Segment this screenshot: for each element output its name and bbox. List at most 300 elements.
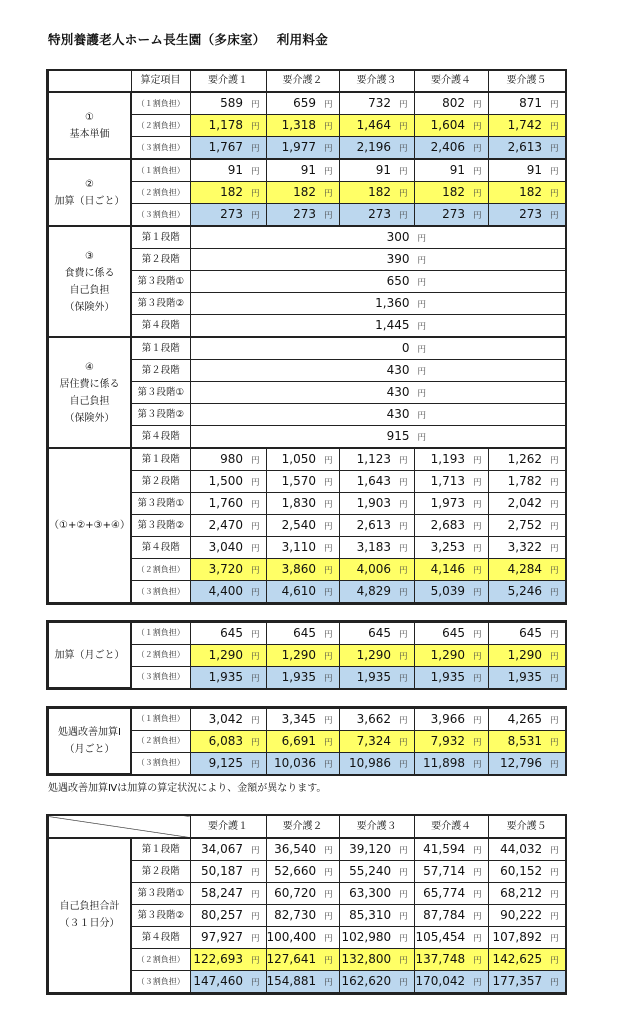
section-label-line: 自己負担	[69, 284, 110, 296]
yen-unit: 円	[472, 456, 482, 467]
yen-unit: 円	[398, 189, 408, 200]
fee-cell	[339, 949, 414, 971]
yen-unit: 円	[472, 100, 482, 111]
item-label: 第３段階②	[131, 515, 190, 537]
fee-cell	[488, 515, 565, 537]
fee-cell	[414, 471, 488, 493]
fee-cell	[339, 971, 414, 993]
fee-cell	[414, 666, 488, 688]
yen-unit: 円	[323, 715, 333, 726]
item-label: （２割負担）	[131, 730, 190, 752]
fee-value: 6,691	[281, 733, 316, 748]
yen-unit: 円	[250, 846, 260, 857]
fee-cell	[488, 448, 565, 471]
fee-cell	[339, 471, 414, 493]
yen-unit: 円	[473, 978, 482, 989]
yen-unit: 円	[472, 167, 482, 178]
yen-unit: 円	[417, 322, 427, 333]
fee-cell	[339, 905, 414, 927]
fee-cell	[190, 515, 266, 537]
fee-value: 650	[386, 274, 410, 289]
fee-value: 3,720	[208, 562, 243, 577]
fee-value: 82,730	[274, 908, 317, 923]
fee-cell	[190, 426, 565, 449]
section-label	[48, 226, 131, 337]
yen-unit: 円	[550, 890, 559, 901]
fee-value: 68,212	[500, 886, 543, 901]
yen-unit: 円	[250, 122, 260, 133]
fee-value: 2,042	[507, 496, 542, 511]
fee-cell	[190, 159, 266, 182]
yen-unit: 円	[323, 588, 333, 599]
header-level: 要介護１	[190, 816, 266, 839]
fee-cell	[266, 448, 339, 471]
main-fee-table	[47, 70, 566, 604]
fee-cell	[190, 315, 565, 338]
yen-unit: 円	[250, 890, 260, 901]
fee-cell	[339, 537, 414, 559]
item-label: 第４段階	[131, 927, 190, 949]
fee-value: 2,406	[430, 140, 465, 155]
header-level: 要介護２	[266, 71, 339, 93]
item-label: （３割負担）	[131, 204, 190, 227]
section-label-line: （保険外）	[64, 301, 115, 313]
fee-value: 3,662	[356, 711, 391, 726]
fee-value: 1,570	[281, 474, 316, 489]
fee-cell	[190, 838, 266, 861]
fee-cell	[266, 708, 339, 730]
header-level: 要介護４	[414, 816, 488, 839]
fee-value: 162,620	[341, 974, 392, 989]
fee-cell	[339, 752, 414, 774]
item-label: 第４段階	[131, 426, 190, 449]
fee-value: 85,310	[349, 908, 392, 923]
fee-cell	[266, 92, 339, 115]
item-label: 第２段階	[131, 360, 190, 382]
yen-unit: 円	[473, 912, 482, 923]
yen-unit: 円	[472, 629, 482, 640]
fee-cell	[266, 622, 339, 644]
yen-unit: 円	[398, 211, 408, 222]
fee-value: 55,240	[349, 864, 392, 879]
table-row	[48, 708, 565, 730]
yen-unit: 円	[399, 890, 408, 901]
fee-value: 645	[368, 625, 391, 640]
fee-cell	[266, 927, 339, 949]
yen-unit: 円	[250, 478, 260, 489]
fee-value: 1,935	[430, 669, 465, 684]
fee-value: 2,752	[507, 518, 542, 533]
fee-value: 60,720	[274, 886, 317, 901]
fee-cell	[190, 861, 266, 883]
fee-cell	[488, 927, 565, 949]
fee-cell	[414, 927, 488, 949]
fee-value: 105,454	[415, 930, 466, 945]
fee-cell	[266, 666, 339, 688]
yen-unit: 円	[549, 544, 559, 555]
header-row	[48, 816, 565, 839]
section-label-line: ①	[85, 111, 94, 123]
fee-value: 1,318	[281, 118, 316, 133]
fee-value: 4,265	[507, 711, 542, 726]
yen-unit: 円	[549, 500, 559, 511]
yen-unit: 円	[417, 389, 427, 400]
item-label: 第１段階	[131, 838, 190, 861]
fee-cell	[488, 182, 565, 204]
fee-cell	[339, 515, 414, 537]
section-label-line: 基本単価	[69, 128, 110, 140]
fee-cell	[488, 883, 565, 905]
fee-cell	[190, 115, 266, 137]
fee-value: 273	[442, 207, 465, 222]
section-label-line: 居住費に係る	[59, 378, 120, 390]
yen-unit: 円	[324, 956, 333, 967]
fee-cell	[190, 927, 266, 949]
yen-unit: 円	[472, 673, 482, 684]
item-label: （１割負担）	[131, 622, 190, 644]
item-label: 第１段階	[131, 337, 190, 360]
fee-value: 3,253	[430, 540, 465, 555]
section-label-line: （保険外）	[64, 412, 115, 424]
fee-value: 3,042	[208, 711, 243, 726]
fee-value: 60,152	[500, 864, 543, 879]
table-row	[48, 838, 565, 861]
yen-unit: 円	[398, 651, 408, 662]
item-label: （２割負担）	[131, 644, 190, 666]
fee-cell	[190, 249, 565, 271]
yen-unit: 円	[472, 189, 482, 200]
fee-value: 802	[442, 96, 465, 111]
item-label: 第３段階②	[131, 404, 190, 426]
yen-unit: 円	[398, 100, 408, 111]
monthly-add-table	[47, 621, 566, 689]
fee-value: 63,300	[349, 886, 392, 901]
fee-value: 645	[519, 625, 542, 640]
table-row	[48, 337, 565, 360]
fee-cell	[266, 515, 339, 537]
yen-unit: 円	[417, 411, 427, 422]
fee-value: 1,643	[356, 474, 391, 489]
fee-cell	[339, 182, 414, 204]
yen-unit: 円	[472, 211, 482, 222]
yen-unit: 円	[323, 566, 333, 577]
fee-cell	[190, 404, 565, 426]
fee-value: 871	[519, 96, 542, 111]
fee-value: 1,290	[356, 647, 391, 662]
fee-value: 137,748	[415, 952, 466, 967]
fee-cell	[339, 493, 414, 515]
fee-cell	[488, 861, 565, 883]
fee-cell	[266, 581, 339, 603]
fee-value: 1,760	[208, 496, 243, 511]
item-label: （１割負担）	[131, 708, 190, 730]
fee-value: 300	[386, 230, 410, 245]
yen-unit: 円	[549, 673, 559, 684]
item-label: 第３段階②	[131, 293, 190, 315]
treatment-add-table	[47, 707, 566, 775]
yen-unit: 円	[398, 522, 408, 533]
fee-value: 91	[449, 163, 465, 178]
yen-unit: 円	[472, 759, 482, 770]
yen-unit: 円	[398, 167, 408, 178]
yen-unit: 円	[473, 956, 482, 967]
yen-unit: 円	[549, 167, 559, 178]
fee-cell	[414, 182, 488, 204]
fee-cell	[414, 92, 488, 115]
fee-value: 3,966	[430, 711, 465, 726]
fee-value: 44,032	[500, 842, 543, 857]
fee-value: 7,932	[430, 733, 465, 748]
header-item-col: 算定項目	[131, 71, 190, 93]
fee-cell	[414, 861, 488, 883]
yen-unit: 円	[323, 500, 333, 511]
section-label-line: 自己負担合計	[59, 901, 120, 913]
section-label	[48, 708, 131, 774]
fee-cell	[266, 971, 339, 993]
section-label	[48, 337, 131, 448]
fee-cell	[414, 493, 488, 515]
fee-value: 91	[375, 163, 391, 178]
yen-unit: 円	[472, 144, 482, 155]
yen-unit: 円	[472, 122, 482, 133]
fee-cell	[414, 971, 488, 993]
yen-unit: 円	[549, 144, 559, 155]
fee-cell	[190, 949, 266, 971]
monthly-total-table	[47, 815, 566, 994]
section-label	[48, 622, 131, 688]
fee-cell	[414, 515, 488, 537]
item-label: 第１段階	[131, 226, 190, 249]
item-label: （１割負担）	[131, 159, 190, 182]
yen-unit: 円	[250, 651, 260, 662]
fee-value: 142,625	[492, 952, 543, 967]
yen-unit: 円	[550, 912, 559, 923]
fee-value: 2,196	[356, 140, 391, 155]
fee-cell	[190, 883, 266, 905]
item-label: 第３段階①	[131, 271, 190, 293]
yen-unit: 円	[549, 651, 559, 662]
fee-value: 1,742	[507, 118, 542, 133]
yen-unit: 円	[417, 433, 427, 444]
yen-unit: 円	[324, 846, 333, 857]
fee-value: 57,714	[423, 864, 466, 879]
fee-value: 1,500	[208, 474, 243, 489]
fee-cell	[190, 537, 266, 559]
yen-unit: 円	[398, 122, 408, 133]
fee-cell	[190, 581, 266, 603]
fee-cell	[414, 137, 488, 160]
yen-unit: 円	[250, 189, 260, 200]
fee-value: 3,860	[281, 562, 316, 577]
yen-unit: 円	[549, 456, 559, 467]
fee-cell	[414, 115, 488, 137]
fee-value: 1,935	[507, 669, 542, 684]
yen-unit: 円	[549, 189, 559, 200]
fee-value: 177,357	[492, 974, 543, 989]
fee-cell	[339, 730, 414, 752]
fee-cell	[190, 493, 266, 515]
fee-cell	[339, 708, 414, 730]
header-level: 要介護２	[266, 816, 339, 839]
section-label-line: （①+②+③+④）	[49, 519, 130, 531]
yen-unit: 円	[250, 934, 260, 945]
section-label-line: （３１日分）	[59, 918, 120, 930]
fee-cell	[488, 115, 565, 137]
yen-unit: 円	[399, 956, 408, 967]
section-label-line: 食費に係る	[64, 267, 115, 279]
yen-unit: 円	[324, 890, 333, 901]
fee-value: 36,540	[274, 842, 317, 857]
fee-cell	[190, 905, 266, 927]
fee-cell	[190, 559, 266, 581]
fee-value: 10,986	[348, 755, 391, 770]
fee-value: 645	[220, 625, 243, 640]
yen-unit: 円	[250, 759, 260, 770]
yen-unit: 円	[399, 846, 408, 857]
yen-unit: 円	[549, 211, 559, 222]
fee-value: 100,400	[266, 930, 317, 945]
section-label-line: 自己負担	[69, 395, 110, 407]
yen-unit: 円	[323, 122, 333, 133]
fee-cell	[266, 493, 339, 515]
fee-value: 273	[368, 207, 391, 222]
fee-value: 12,796	[499, 755, 542, 770]
fee-cell	[414, 838, 488, 861]
fee-value: 91	[227, 163, 243, 178]
yen-unit: 円	[398, 566, 408, 577]
fee-cell	[190, 752, 266, 774]
fee-cell	[488, 905, 565, 927]
fee-value: 659	[293, 96, 316, 111]
fee-cell	[266, 883, 339, 905]
yen-unit: 円	[250, 737, 260, 748]
fee-value: 107,892	[492, 930, 543, 945]
item-label: 第２段階	[131, 471, 190, 493]
fee-cell	[488, 730, 565, 752]
yen-unit: 円	[417, 256, 427, 267]
fee-value: 52,660	[274, 864, 317, 879]
fee-value: 182	[368, 185, 391, 200]
fee-cell	[266, 861, 339, 883]
yen-unit: 円	[323, 544, 333, 555]
fee-value: 3,345	[281, 711, 316, 726]
fee-cell	[488, 622, 565, 644]
section-label	[48, 92, 131, 159]
yen-unit: 円	[323, 167, 333, 178]
fee-value: 4,284	[507, 562, 542, 577]
header-level: 要介護５	[488, 71, 565, 93]
table-row	[48, 92, 565, 115]
fee-value: 0	[401, 341, 410, 356]
fee-value: 1,604	[430, 118, 465, 133]
fee-cell	[190, 360, 565, 382]
yen-unit: 円	[323, 100, 333, 111]
fee-value: 1,290	[430, 647, 465, 662]
fee-cell	[414, 708, 488, 730]
fee-value: 50,187	[200, 864, 243, 879]
section-label	[48, 838, 131, 993]
fee-value: 4,829	[356, 584, 391, 599]
fee-value: 58,247	[200, 886, 243, 901]
fee-value: 1,713	[430, 474, 465, 489]
fee-cell	[414, 883, 488, 905]
fee-cell	[339, 666, 414, 688]
item-label: （１割負担）	[131, 92, 190, 115]
fee-value: 182	[293, 185, 316, 200]
fee-value: 7,324	[356, 733, 391, 748]
fee-cell	[339, 115, 414, 137]
yen-unit: 円	[398, 715, 408, 726]
yen-unit: 円	[472, 588, 482, 599]
header-corner	[48, 816, 190, 839]
yen-unit: 円	[417, 367, 427, 378]
section-label-line: ②	[85, 178, 94, 190]
fee-cell	[190, 226, 565, 249]
yen-unit: 円	[472, 478, 482, 489]
section-label-line: 加算（日ごと）	[54, 195, 125, 207]
fee-value: 1,262	[507, 452, 542, 467]
yen-unit: 円	[250, 673, 260, 684]
fee-value: 645	[293, 625, 316, 640]
header-level: 要介護３	[339, 71, 414, 93]
yen-unit: 円	[398, 144, 408, 155]
fee-value: 1,464	[356, 118, 391, 133]
page-title: 特別養護老人ホーム長生園（多床室） 利用料金	[48, 32, 329, 47]
item-label: （２割負担）	[131, 182, 190, 204]
fee-value: 41,594	[423, 842, 466, 857]
yen-unit: 円	[323, 759, 333, 770]
yen-unit: 円	[250, 522, 260, 533]
item-label: （３割負担）	[131, 137, 190, 160]
fee-value: 2,470	[208, 518, 243, 533]
yen-unit: 円	[250, 588, 260, 599]
fee-cell	[488, 92, 565, 115]
header-level: 要介護４	[414, 71, 488, 93]
yen-unit: 円	[550, 868, 559, 879]
yen-unit: 円	[549, 588, 559, 599]
fee-value: 915	[386, 429, 410, 444]
fee-cell	[488, 752, 565, 774]
yen-unit: 円	[473, 934, 482, 945]
yen-unit: 円	[550, 978, 559, 989]
fee-cell	[414, 159, 488, 182]
fee-cell	[414, 581, 488, 603]
fee-cell	[190, 666, 266, 688]
yen-unit: 円	[398, 500, 408, 511]
fee-value: 2,613	[507, 140, 542, 155]
yen-unit: 円	[399, 934, 408, 945]
fee-value: 182	[220, 185, 243, 200]
fee-value: 154,881	[266, 974, 317, 989]
fee-value: 430	[386, 407, 410, 422]
item-label: 第４段階	[131, 537, 190, 559]
yen-unit: 円	[250, 500, 260, 511]
fee-cell	[339, 92, 414, 115]
yen-unit: 円	[549, 737, 559, 748]
fee-cell	[190, 337, 565, 360]
fee-cell	[414, 905, 488, 927]
yen-unit: 円	[549, 478, 559, 489]
yen-unit: 円	[323, 211, 333, 222]
fee-value: 102,980	[341, 930, 392, 945]
fee-cell	[266, 159, 339, 182]
yen-unit: 円	[549, 100, 559, 111]
fee-cell	[190, 182, 266, 204]
fee-cell	[266, 182, 339, 204]
fee-value: 80,257	[200, 908, 243, 923]
fee-cell	[488, 838, 565, 861]
fee-cell	[339, 861, 414, 883]
